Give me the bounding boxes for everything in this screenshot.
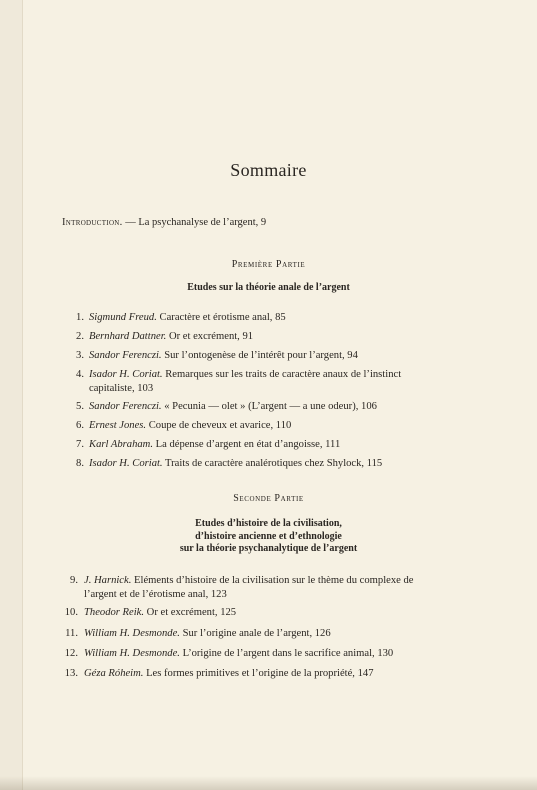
entry-title: Les formes primitives et l’origine de la propriété, 147 <box>143 668 374 679</box>
entry-author: Ernest Jones. <box>89 420 147 431</box>
entry-title: Sur l’ontogenèse de l’intérêt pour l’argent, 94 <box>161 350 358 361</box>
entry-author: Theodor Reik. <box>84 607 145 618</box>
entry-number: 5. <box>76 401 84 412</box>
part-2-title <box>0 518 537 556</box>
entry-author: Sandor Ferenczi. <box>89 350 162 361</box>
entry-title: Eléments d’histoire de la civilisation sur le thème du complexe de l’argent et de l’érotisme anal, 123 <box>84 575 414 600</box>
entry-title: « Pecunia — olet » (L’argent — a une odeur), 106 <box>161 401 377 412</box>
page-title: Sommaire <box>230 160 307 180</box>
entry-title: Sur l’origine anale de l’argent, 126 <box>179 628 331 639</box>
entry-author: Sandor Ferenczi. <box>89 401 162 412</box>
entry-title: Or et excrément, 125 <box>144 607 237 618</box>
entry-author: William H. Desmonde. <box>84 648 180 659</box>
entry-text <box>84 667 464 681</box>
page-bottom-shadow <box>0 776 537 790</box>
introduction-line <box>62 217 266 228</box>
entry-text <box>89 330 459 344</box>
part-2-title-line-3: sur la théorie psychanalytique de l’argent <box>179 543 358 554</box>
part-2-title-line-2: d’histoire ancienne et d’ethnologie <box>195 530 342 542</box>
entry-author: Bernhard Dattner. <box>89 331 167 342</box>
entry-number: 10. <box>64 607 78 618</box>
entry-author: Isador H. Coriat. <box>89 458 163 469</box>
part-1-title-line: Etudes sur la théorie anale de l’argent <box>187 282 350 293</box>
entry-number: 12. <box>64 648 78 659</box>
entry-number: 4. <box>76 369 84 380</box>
entry-number: 9. <box>70 575 78 586</box>
part-2-title-line-1: Etudes d’histoire de la civilisation, <box>195 518 342 529</box>
entry-title: Caractère et érotisme anal, 85 <box>156 312 286 323</box>
entry-text <box>84 627 454 641</box>
entry-number: 8. <box>76 458 84 469</box>
entry-text <box>84 647 464 661</box>
entry-author: Isador H. Coriat. <box>89 369 163 380</box>
part-2-label: Seconde Partie <box>233 493 304 504</box>
entry-author: William H. Desmonde. <box>84 628 180 639</box>
entry-title: Remarques sur les traits de caractère anaux de l’instinct capitaliste, 103 <box>89 369 402 394</box>
entry-text <box>89 368 445 395</box>
part-1-title <box>0 282 537 295</box>
entry-text <box>84 574 444 601</box>
entry-number: 1. <box>76 312 84 323</box>
introduction-text: — La psychanalyse de l’argent, 9 <box>122 217 267 228</box>
entry-title: Or et excrément, 91 <box>166 331 254 342</box>
entry-number: 6. <box>76 420 84 431</box>
entry-text <box>89 349 459 363</box>
entry-author: Karl Abraham. <box>89 439 153 450</box>
entry-number: 3. <box>76 350 84 361</box>
entry-number: 2. <box>76 331 84 342</box>
entry-title: L’origine de l’argent dans le sacrifice animal, 130 <box>179 648 394 659</box>
page-edge <box>0 0 23 790</box>
entry-text <box>89 311 459 325</box>
part-1-label: Première Partie <box>231 259 306 270</box>
entry-text <box>89 457 459 471</box>
entry-text <box>89 438 459 452</box>
entry-text <box>84 606 454 620</box>
entry-title: Coupe de cheveux et avarice, 110 <box>146 420 292 431</box>
entry-number: 7. <box>76 439 84 450</box>
entry-text <box>89 419 459 433</box>
entry-title: Traits de caractère analérotiques chez Shylock, 115 <box>162 458 383 469</box>
entry-title: La dépense d’argent en état d’angoisse, 111 <box>152 439 341 450</box>
entry-text <box>89 400 459 414</box>
introduction-label: Introduction. <box>62 217 123 228</box>
entry-author: Géza Róheim. <box>84 668 144 679</box>
entry-number: 13. <box>64 668 78 679</box>
entry-number: 11. <box>65 628 78 639</box>
entry-author: Sigmund Freud. <box>89 312 157 323</box>
entry-author: J. Harnick. <box>84 575 132 586</box>
